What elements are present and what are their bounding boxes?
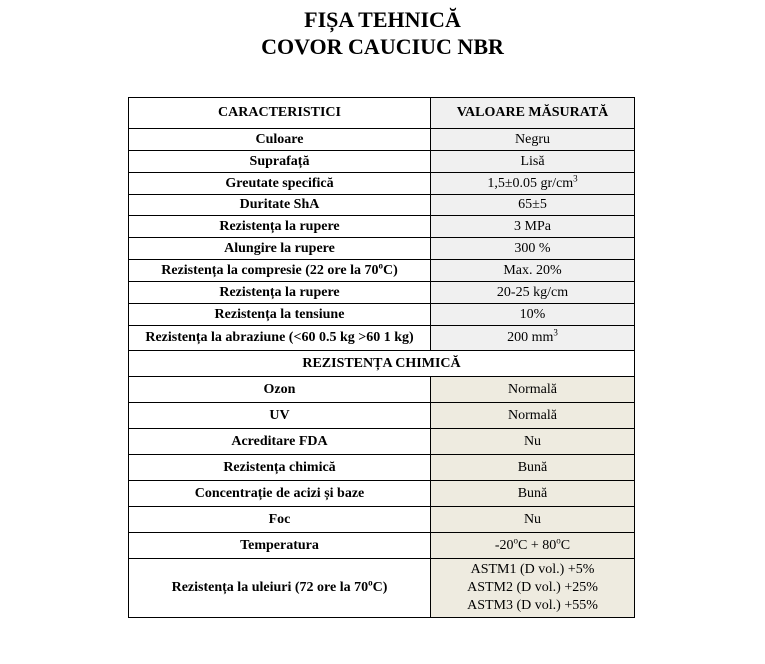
table-row [129,559,635,618]
row-value: 65±5 [431,195,635,216]
row-value: 10% [431,304,635,326]
row-value: Nu [431,507,635,533]
row-value: 300 % [431,238,635,260]
table-row [129,195,635,216]
oil-value-2: ASTM2 (D vol.) +25% [467,580,598,595]
header-measured-value: VALOARE MĂSURATĂ [431,98,635,129]
table-row [129,282,635,304]
table-header-row [129,98,635,129]
table-row [129,260,635,282]
row-value [431,559,635,618]
table-row [129,533,635,559]
row-value: Normală [431,403,635,429]
oil-value-1: ASTM1 (D vol.) +5% [470,562,595,577]
row-value: Nu [431,429,635,455]
table-row [129,377,635,403]
row-label: Foc [129,507,431,533]
table-row [129,238,635,260]
row-value: Normală [431,377,635,403]
row-label: Ozon [129,377,431,403]
row-label [129,559,431,618]
row-label: Rezistența chimică [129,455,431,481]
table-row [129,507,635,533]
row-label: Rezistența la abraziune (<60 0.5 kg >60 1 kg) [129,326,431,351]
row-value: 20-25 kg/cm [431,282,635,304]
label-text: Rezistența la uleiuri (72 ore la 70 [171,580,369,595]
header-characteristics: CARACTERISTICI [129,98,431,129]
temp-max: C + 80 [518,537,557,553]
table-row [129,326,635,351]
row-value [431,533,635,559]
table-row [129,151,635,173]
row-label: Temperatura [129,533,431,559]
section-row [129,351,635,377]
row-label: Rezistența la tensiune [129,304,431,326]
degree-superscript: o [513,534,519,545]
table-row [129,429,635,455]
row-value: Max. 20% [431,260,635,282]
value-superscript: 3 [573,172,578,183]
row-value: Negru [431,129,635,151]
row-label: UV [129,403,431,429]
row-value [431,326,635,351]
degree-superscript: o [378,259,383,270]
value-text: 1,5±0.05 gr/cm [487,175,574,191]
row-value: 3 MPa [431,216,635,238]
degree-superscript: o [556,534,561,545]
table-row [129,173,635,195]
row-value: Bună [431,455,635,481]
technical-sheet-table [128,97,635,618]
degree-superscript: o [368,577,373,588]
row-label: Alungire la rupere [129,238,431,260]
row-label: Rezistența la rupere [129,282,431,304]
row-label: Culoare [129,129,431,151]
row-value: Lisă [431,151,635,173]
table-row [129,304,635,326]
temp-unit: C [560,537,571,553]
row-label: Duritate ShA [129,195,431,216]
row-label: Concentrație de acizi și baze [129,481,431,507]
oil-value-3: ASTM3 (D vol.) +55% [467,598,598,613]
label-text-end: C) [382,262,398,278]
document-title: FIȘA TEHNICĂ [304,7,461,32]
value-text: 200 mm [507,330,554,345]
table-row [129,129,635,151]
table-row [129,455,635,481]
row-label: Greutate specifică [129,173,431,195]
label-text: Rezistența la compresie (22 ore la 70 [161,262,379,278]
document-subtitle: COVOR CAUCIUC NBR [261,34,504,59]
table-row [129,403,635,429]
row-label: Suprafață [129,151,431,173]
label-text-end: C) [372,580,388,595]
table-row [129,216,635,238]
row-value [431,173,635,195]
row-label: Rezistența la rupere [129,216,431,238]
table-row [129,481,635,507]
temp-min: -20 [494,537,514,553]
section-title: REZISTENȚA CHIMICĂ [129,351,635,377]
row-label: Acreditare FDA [129,429,431,455]
row-value: Bună [431,481,635,507]
value-superscript: 3 [553,327,558,338]
row-label [129,260,431,282]
